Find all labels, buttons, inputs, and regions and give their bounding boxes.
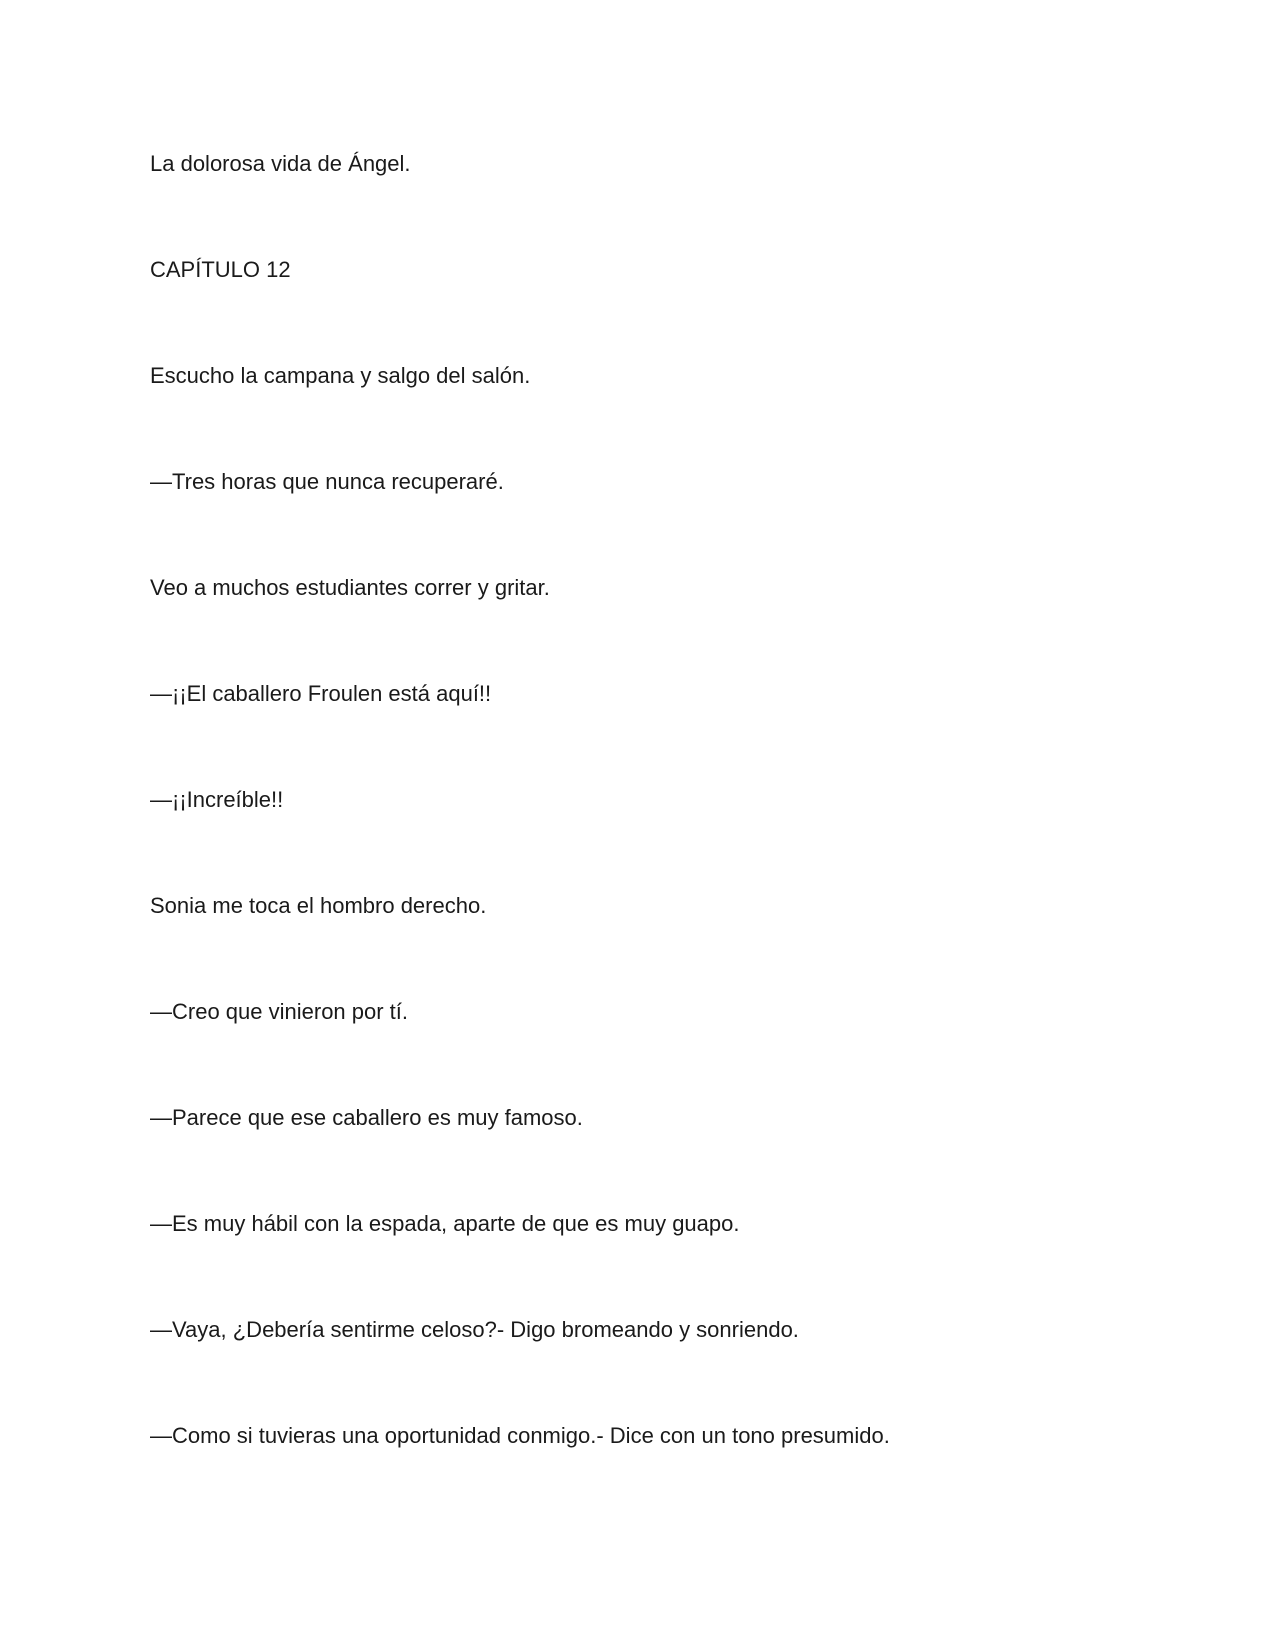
dialogue-line: —¡¡Increíble!!: [150, 787, 284, 812]
chapter-heading: CAPÍTULO 12: [150, 257, 291, 282]
dialogue-line: —Vaya, ¿Debería sentirme celoso?- Digo bromeando y sonriendo.: [150, 1317, 799, 1342]
dialogue-line: —Tres horas que nunca recuperaré.: [150, 469, 504, 494]
paragraph: Veo a muchos estudiantes correr y gritar.: [150, 575, 550, 600]
dialogue-line: —Parece que ese caballero es muy famoso.: [150, 1105, 583, 1130]
book-title: La dolorosa vida de Ángel.: [150, 151, 411, 176]
dialogue-line: —Como si tuvieras una oportunidad conmigo.- Dice con un tono presumido.: [150, 1423, 890, 1448]
dialogue-line: —Es muy hábil con la espada, aparte de que es muy guapo.: [150, 1211, 740, 1236]
paragraph: Sonia me toca el hombro derecho.: [150, 893, 487, 918]
paragraph: Escucho la campana y salgo del salón.: [150, 363, 531, 388]
dialogue-line: —¡¡El caballero Froulen está aquí!!: [150, 681, 492, 706]
dialogue-line: —Creo que vinieron por tí.: [150, 999, 409, 1024]
